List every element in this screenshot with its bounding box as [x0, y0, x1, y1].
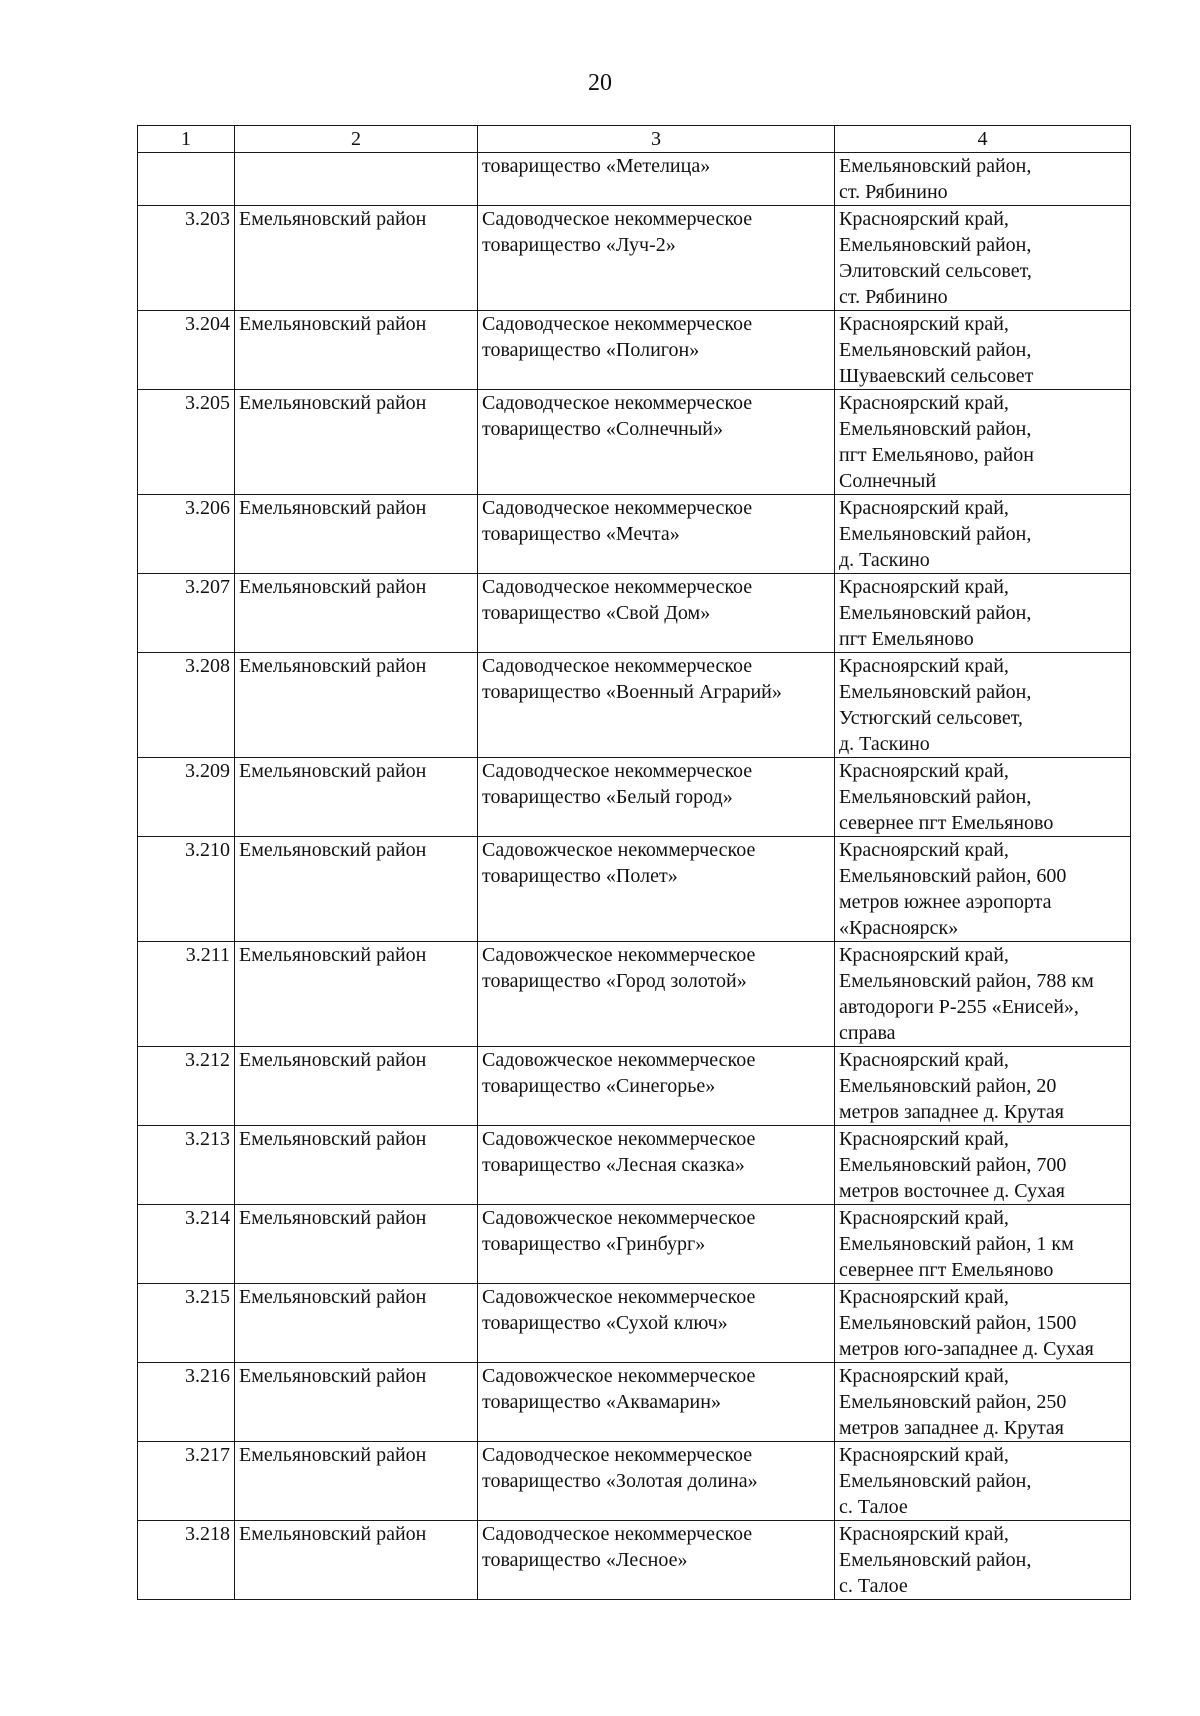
address-line: д. Таскино [839, 549, 930, 571]
address-cell [835, 153, 1131, 206]
register-table [137, 125, 1131, 1600]
address-cell [835, 653, 1131, 758]
organization-line: товарищество «Солнечный» [482, 418, 723, 440]
organization-cell [478, 206, 835, 311]
row-number: 3.218 [138, 1521, 235, 1600]
header-row [138, 126, 1131, 153]
address-line: Емельяновский район, 1 км [839, 1233, 1074, 1255]
district-cell: Емельяновский район [235, 1047, 478, 1126]
row-number: 3.216 [138, 1363, 235, 1442]
organization-cell [478, 1521, 835, 1600]
organization-line: товарищество «Полигон» [482, 339, 700, 361]
address-line: «Красноярск» [839, 917, 959, 939]
district-cell: Емельяновский район [235, 1521, 478, 1600]
address-line: метров юго-западнее д. Сухая [839, 1338, 1094, 1360]
district-cell: Емельяновский район [235, 574, 478, 653]
organization-line: товарищество «Золотая долина» [482, 1470, 758, 1492]
organization-line: Садоводческое некоммерческое [482, 392, 753, 414]
address-cell [835, 1126, 1131, 1205]
district-cell: Емельяновский район [235, 1205, 478, 1284]
district-cell: Емельяновский район [235, 495, 478, 574]
district-cell: Емельяновский район [235, 1442, 478, 1521]
address-line: Красноярский край, [839, 208, 1009, 230]
row-number: 3.217 [138, 1442, 235, 1521]
address-line: Красноярский край, [839, 1444, 1009, 1466]
table-row [138, 1442, 1131, 1521]
address-line: пгт Емельяново [839, 628, 974, 650]
organization-cell [478, 758, 835, 837]
address-line: Красноярский край, [839, 1523, 1009, 1545]
row-number: 3.209 [138, 758, 235, 837]
address-cell [835, 390, 1131, 495]
organization-line: Садовожческое некоммерческое [482, 1128, 756, 1150]
organization-line: товарищество «Белый город» [482, 786, 733, 808]
address-line: Солнечный [839, 470, 937, 492]
address-line: Емельяновский район, [839, 418, 1032, 440]
address-line: ст. Рябинино [839, 181, 948, 203]
table-row [138, 495, 1131, 574]
address-line: автодороги Р-255 «Енисей», [839, 996, 1079, 1018]
address-line: Емельяновский район, 700 [839, 1154, 1067, 1176]
row-number: 3.206 [138, 495, 235, 574]
organization-line: товарищество «Военный Аграрий» [482, 681, 782, 703]
address-line: Емельяновский район, [839, 339, 1032, 361]
row-number: 3.204 [138, 311, 235, 390]
organization-line: товарищество «Метелица» [482, 155, 711, 177]
address-line: с. Талое [839, 1575, 908, 1597]
row-number: 3.203 [138, 206, 235, 311]
table-row [138, 758, 1131, 837]
address-line: Емельяновский район, [839, 602, 1032, 624]
district-cell: Емельяновский район [235, 311, 478, 390]
address-line: Красноярский край, [839, 1128, 1009, 1150]
address-line: Красноярский край, [839, 497, 1009, 519]
district-cell: Емельяновский район [235, 758, 478, 837]
table-row [138, 574, 1131, 653]
address-line: Красноярский край, [839, 1365, 1009, 1387]
organization-cell [478, 1205, 835, 1284]
address-line: Емельяновский район, [839, 523, 1032, 545]
organization-cell [478, 837, 835, 942]
row-number: 3.205 [138, 390, 235, 495]
organization-line: товарищество «Свой Дом» [482, 602, 711, 624]
organization-line: товарищество «Сухой ключ» [482, 1312, 728, 1334]
organization-line: Садовожческое некоммерческое [482, 1207, 756, 1229]
table-row [138, 1521, 1131, 1600]
table-row [138, 153, 1131, 206]
district-cell: Емельяновский район [235, 206, 478, 311]
address-line: севернее пгт Емельяново [839, 812, 1054, 834]
address-cell [835, 495, 1131, 574]
address-line: Емельяновский район, [839, 234, 1032, 256]
address-line: Емельяновский район, [839, 1549, 1032, 1571]
address-line: Емельяновский район, 788 км [839, 970, 1094, 992]
organization-line: Садоводческое некоммерческое [482, 576, 753, 598]
organization-line: товарищество «Город золотой» [482, 970, 747, 992]
organization-line: Садовожческое некоммерческое [482, 1049, 756, 1071]
organization-line: Садовожческое некоммерческое [482, 944, 756, 966]
district-cell: Емельяновский район [235, 837, 478, 942]
table-row [138, 1047, 1131, 1126]
district-cell: Емельяновский район [235, 1126, 478, 1205]
column-header-2: 2 [235, 126, 478, 153]
organization-line: Садоводческое некоммерческое [482, 760, 753, 782]
organization-cell [478, 390, 835, 495]
address-line: Емельяновский район, 600 [839, 865, 1067, 887]
address-line: Красноярский край, [839, 944, 1009, 966]
address-line: Красноярский край, [839, 760, 1009, 782]
organization-cell [478, 311, 835, 390]
column-header-1: 1 [138, 126, 235, 153]
address-cell [835, 1521, 1131, 1600]
address-line: Красноярский край, [839, 576, 1009, 598]
address-cell [835, 1442, 1131, 1521]
address-line: Емельяновский район, 250 [839, 1391, 1067, 1413]
address-line: Красноярский край, [839, 1286, 1009, 1308]
address-line: Емельяновский район, 20 [839, 1075, 1057, 1097]
address-cell [835, 1205, 1131, 1284]
address-line: Емельяновский район, [839, 155, 1032, 177]
organization-line: товарищество «Аквамарин» [482, 1391, 721, 1413]
organization-cell [478, 1363, 835, 1442]
table-row [138, 390, 1131, 495]
address-cell [835, 311, 1131, 390]
organization-line: товарищество «Гринбург» [482, 1233, 706, 1255]
address-line: Элитовский сельсовет, [839, 260, 1032, 282]
organization-cell [478, 942, 835, 1047]
address-line: д. Таскино [839, 733, 930, 755]
address-line: Емельяновский район, [839, 786, 1032, 808]
organization-line: Садоводческое некоммерческое [482, 313, 753, 335]
address-line: Емельяновский район, 1500 [839, 1312, 1077, 1334]
address-line: Шуваевский сельсовет [839, 365, 1034, 387]
district-cell: Емельяновский район [235, 653, 478, 758]
address-cell [835, 1047, 1131, 1126]
address-cell [835, 206, 1131, 311]
row-number: 3.215 [138, 1284, 235, 1363]
organization-line: Садоводческое некоммерческое [482, 655, 753, 677]
organization-line: Садоводческое некоммерческое [482, 497, 753, 519]
organization-cell [478, 1126, 835, 1205]
row-number: 3.210 [138, 837, 235, 942]
row-number: 3.211 [138, 942, 235, 1047]
organization-line: товарищество «Луч-2» [482, 234, 676, 256]
address-line: метров западнее д. Крутая [839, 1417, 1064, 1439]
organization-cell [478, 1442, 835, 1521]
address-line: севернее пгт Емельяново [839, 1259, 1054, 1281]
address-line: Емельяновский район, [839, 681, 1032, 703]
column-header-4: 4 [835, 126, 1131, 153]
table-row [138, 1363, 1131, 1442]
table-row [138, 1126, 1131, 1205]
address-line: метров восточнее д. Сухая [839, 1180, 1065, 1202]
row-number: 3.213 [138, 1126, 235, 1205]
address-line: метров южнее аэропорта [839, 891, 1052, 913]
organization-cell [478, 495, 835, 574]
address-line: Емельяновский район, [839, 1470, 1032, 1492]
row-number: 3.207 [138, 574, 235, 653]
address-line: Красноярский край, [839, 1049, 1009, 1071]
organization-cell [478, 1284, 835, 1363]
address-line: с. Талое [839, 1496, 908, 1518]
district-cell: Емельяновский район [235, 942, 478, 1047]
address-line: Красноярский край, [839, 392, 1009, 414]
organization-line: Садовожческое некоммерческое [482, 1365, 756, 1387]
address-line: Красноярский край, [839, 839, 1009, 861]
address-line: Красноярский край, [839, 1207, 1009, 1229]
table-row [138, 653, 1131, 758]
district-cell [235, 153, 478, 206]
organization-line: Садоводческое некоммерческое [482, 1523, 753, 1545]
organization-line: товарищество «Синегорье» [482, 1075, 716, 1097]
organization-cell [478, 1047, 835, 1126]
address-line: Красноярский край, [839, 313, 1009, 335]
address-cell [835, 837, 1131, 942]
row-number: 3.208 [138, 653, 235, 758]
address-line: справа [839, 1022, 896, 1044]
organization-line: Садовожческое некоммерческое [482, 839, 756, 861]
district-cell: Емельяновский район [235, 390, 478, 495]
table-row [138, 942, 1131, 1047]
address-cell [835, 758, 1131, 837]
row-number [138, 153, 235, 206]
column-header-3: 3 [478, 126, 835, 153]
table-row [138, 311, 1131, 390]
row-number: 3.214 [138, 1205, 235, 1284]
table-body [138, 153, 1131, 1600]
organization-cell [478, 153, 835, 206]
page-number: 20 [588, 70, 612, 96]
address-cell [835, 574, 1131, 653]
address-line: Красноярский край, [839, 655, 1009, 677]
organization-line: товарищество «Полет» [482, 865, 678, 887]
organization-line: товарищество «Лесное» [482, 1549, 688, 1571]
address-cell [835, 1284, 1131, 1363]
organization-line: товарищество «Лесная сказка» [482, 1154, 745, 1176]
table-row [138, 1205, 1131, 1284]
district-cell: Емельяновский район [235, 1284, 478, 1363]
address-line: метров западнее д. Крутая [839, 1101, 1064, 1123]
table-row [138, 1284, 1131, 1363]
address-cell [835, 1363, 1131, 1442]
table-row [138, 206, 1131, 311]
address-line: Устюгский сельсовет, [839, 707, 1023, 729]
address-line: ст. Рябинино [839, 286, 948, 308]
organization-line: товарищество «Мечта» [482, 523, 680, 545]
row-number: 3.212 [138, 1047, 235, 1126]
district-cell: Емельяновский район [235, 1363, 478, 1442]
organization-line: Садоводческое некоммерческое [482, 208, 753, 230]
organization-line: Садоводческое некоммерческое [482, 1444, 753, 1466]
organization-cell [478, 574, 835, 653]
address-cell [835, 942, 1131, 1047]
organization-cell [478, 653, 835, 758]
organization-line: Садовожческое некоммерческое [482, 1286, 756, 1308]
address-line: пгт Емельяново, район [839, 444, 1034, 466]
table-row [138, 837, 1131, 942]
